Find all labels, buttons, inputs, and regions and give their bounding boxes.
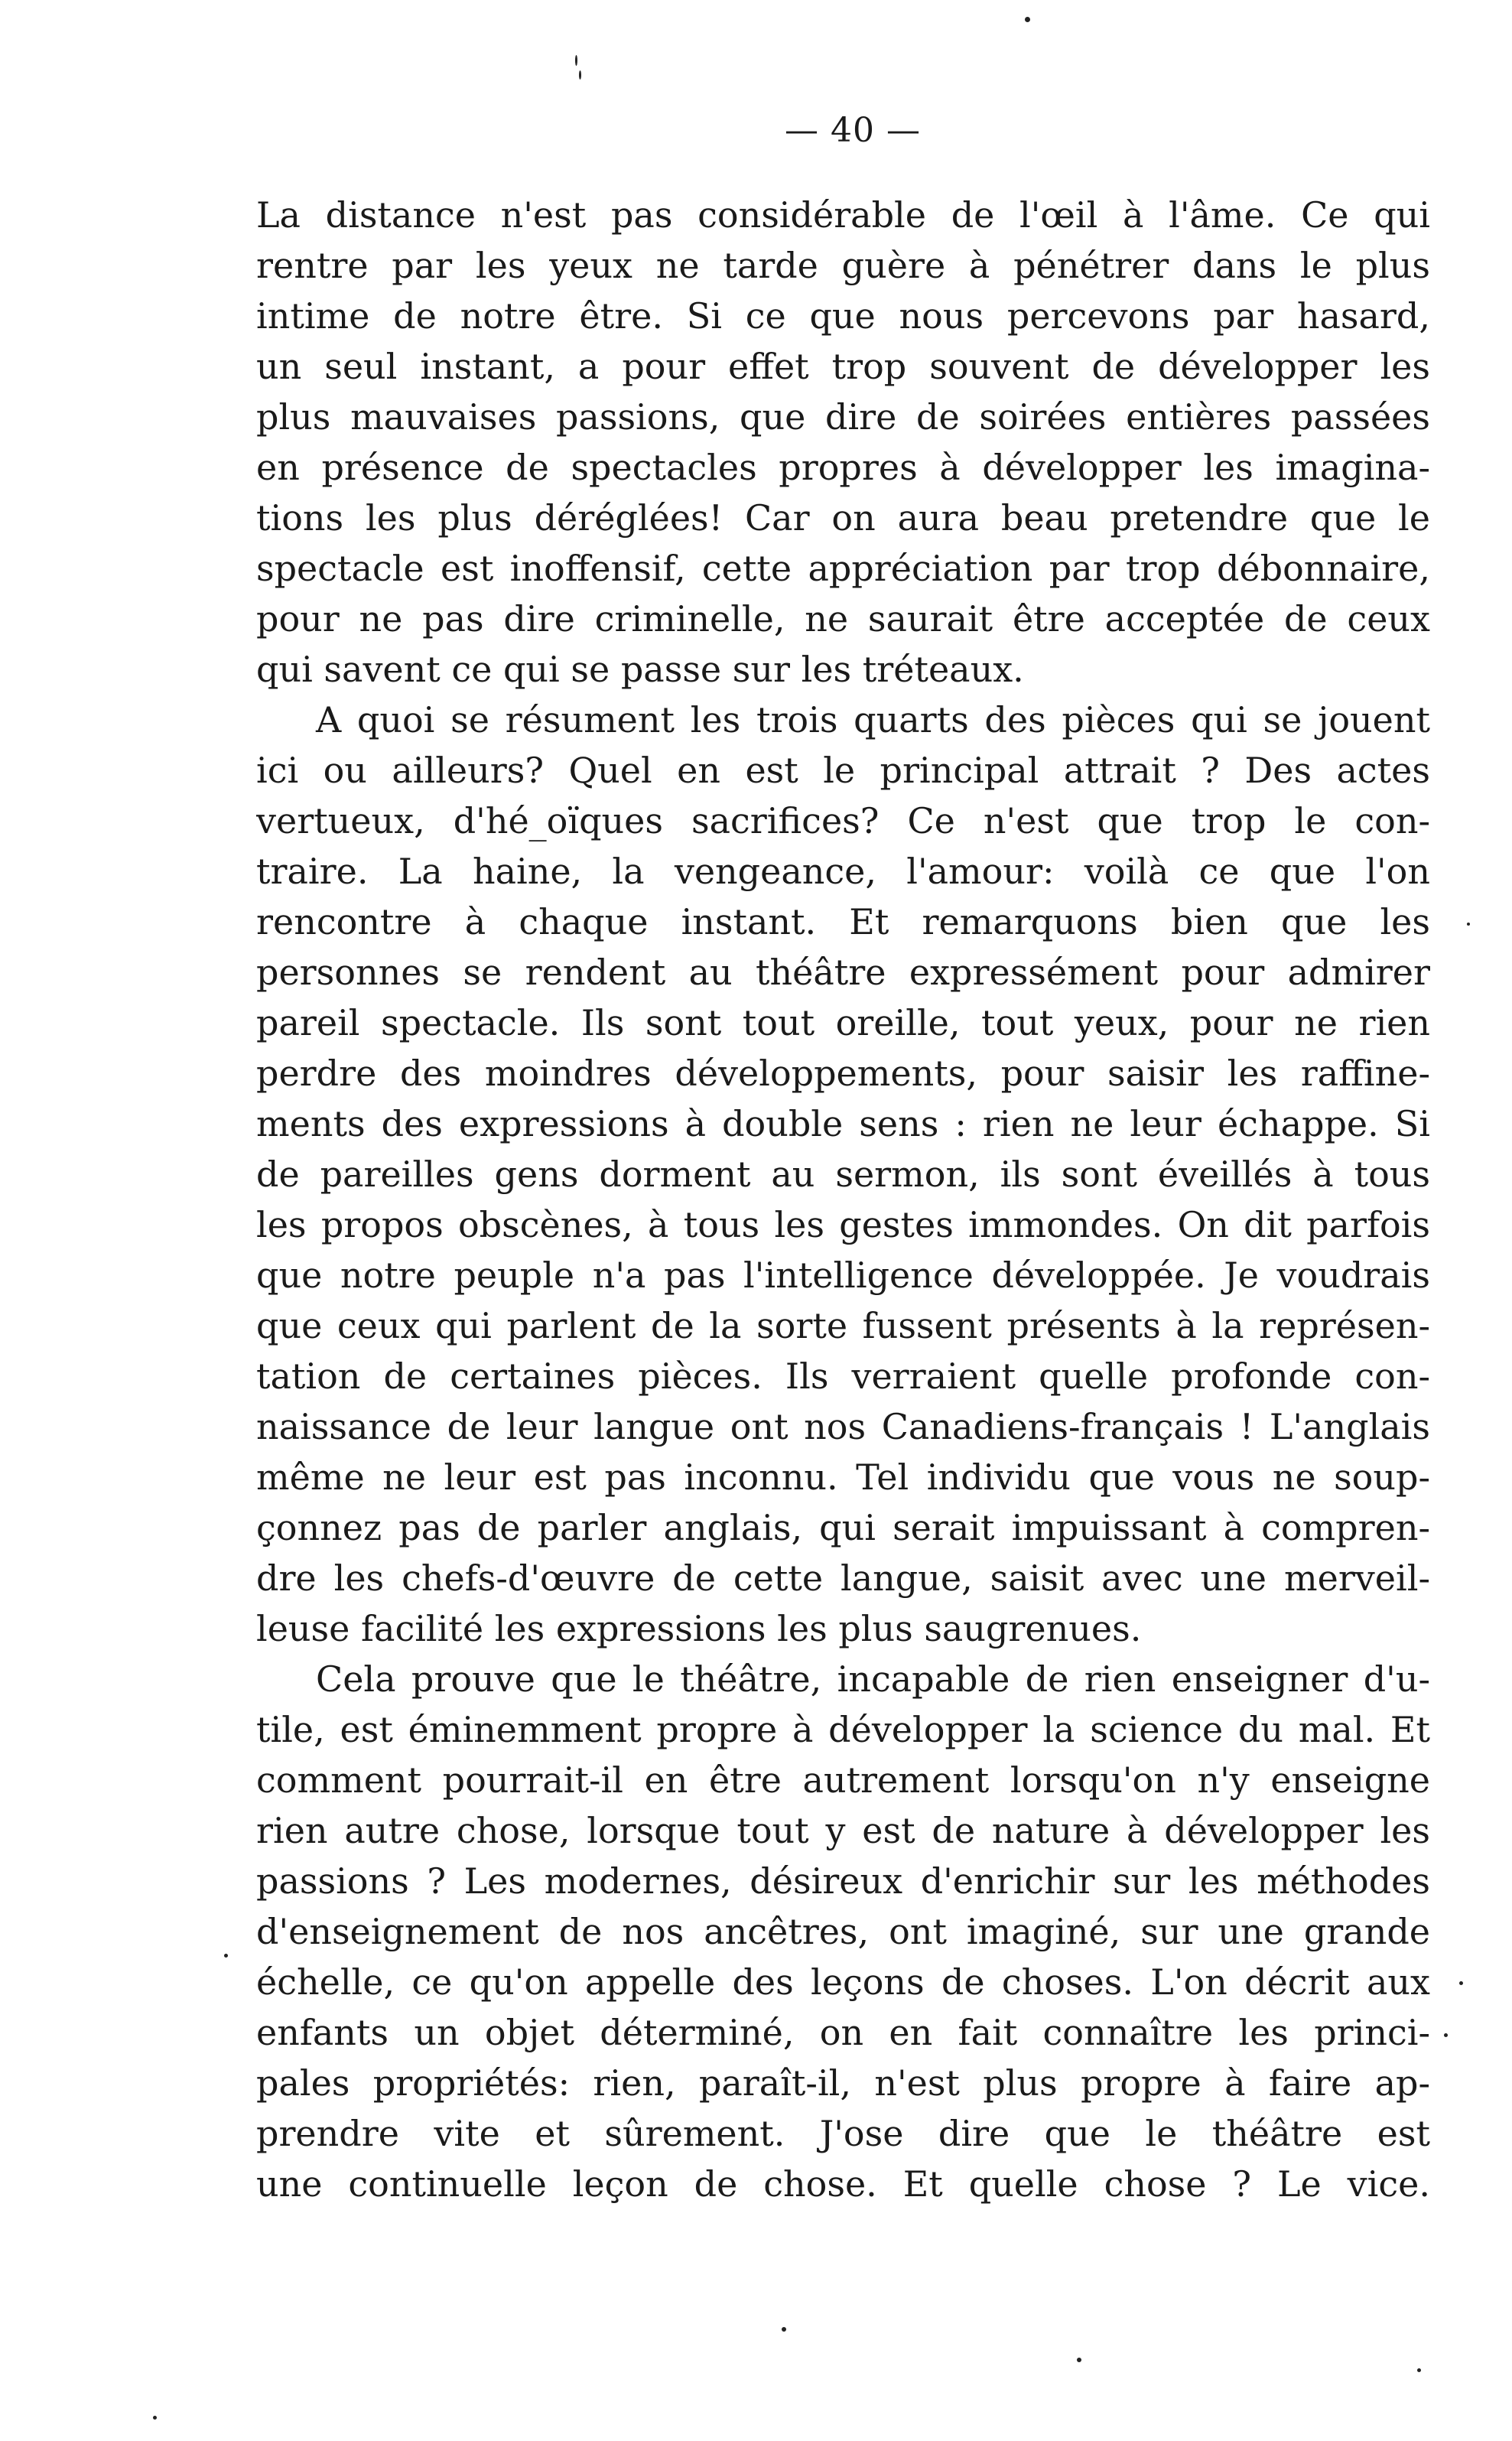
text-line: en présence de spectacles propres à développer les imagina- (256, 447, 1430, 488)
text-line: vertueux, d'hé_oïques sacrifices? Ce n'est que trop le con- (256, 800, 1430, 841)
text-line: qui savent ce qui se passe sur les tréteaux. (256, 649, 1024, 690)
text-line: pour ne pas dire criminelle, ne saurait être acceptée de ceux (256, 598, 1430, 640)
text-line: spectacle est inoffensif, cette appréciation par trop débonnaire, (256, 548, 1430, 589)
text-line: que ceux qui parlent de la sorte fussent présents à la représen- (256, 1305, 1430, 1346)
text-line: que notre peuple n'a pas l'intelligence développée. Je voudrais (256, 1255, 1430, 1296)
scan-speck (1417, 2368, 1421, 2372)
text-line: Cela prouve que le théâtre, incapable de rien enseigner d'u- (316, 1658, 1430, 1700)
text-line: rencontre à chaque instant. Et remarquons bien que les (256, 901, 1430, 942)
text-line: rentre par les yeux ne tarde guère à pénétrer dans le plus (256, 245, 1430, 286)
text-line: pareil spectacle. Ils sont tout oreille, tout yeux, pour ne rien (256, 1002, 1430, 1043)
text-line: une continuelle leçon de chose. Et quelle chose ? Le vice. (256, 2163, 1430, 2205)
text-line: traire. La haine, la vengeance, l'amour: voilà ce que l'on (256, 851, 1430, 892)
body-text (256, 190, 1430, 2209)
text-line: ments des expressions à double sens : rien ne leur échappe. Si (256, 1103, 1430, 1144)
scan-speck (1025, 17, 1030, 22)
text-line: tile, est éminemment propre à développer la science du mal. Et (256, 1709, 1430, 1750)
text-line: tation de certaines pièces. Ils verraient quelle profonde con- (256, 1356, 1430, 1397)
scan-speck (782, 2327, 786, 2332)
scan-speck (153, 2416, 157, 2420)
text-line: A quoi se résument les trois quarts des pièces qui se jouent (316, 699, 1430, 740)
scan-speck (1444, 2033, 1448, 2037)
scan-speck (1467, 923, 1470, 926)
scan-speck (224, 1954, 228, 1958)
text-line: les propos obscènes, à tous les gestes immondes. On dit parfois (256, 1204, 1430, 1245)
text-line: d'enseignement de nos ancêtres, ont imaginé, sur une grande (256, 1911, 1430, 1952)
text-line: enfants un objet déterminé, on en fait connaître les princi- (256, 2012, 1430, 2053)
text-line: passions ? Les modernes, désireux d'enrichir sur les méthodes (256, 1860, 1430, 1902)
text-line: personnes se rendent au théâtre expressément pour admirer (256, 952, 1430, 993)
text-line: pales propriétés: rien, paraît-il, n'est plus propre à faire ap- (256, 2062, 1430, 2104)
text-line: de pareilles gens dorment au sermon, ils sont éveillés à tous (256, 1154, 1430, 1195)
text-line: prendre vite et sûrement. J'ose dire que le théâtre est (256, 2113, 1430, 2154)
text-line: La distance n'est pas considérable de l'œil à l'âme. Ce qui (256, 194, 1430, 236)
scan-speck (1077, 2358, 1081, 2362)
text-line: leuse facilité les expressions les plus saugrenues. (256, 1608, 1142, 1649)
text-line: perdre des moindres développements, pour saisir les raffine- (256, 1053, 1430, 1094)
scan-speck (579, 70, 581, 80)
text-line: plus mauvaises passions, que dire de soirées entières passées (256, 396, 1430, 438)
text-line: çonnez pas de parler anglais, qui serait impuissant à compren- (256, 1507, 1430, 1548)
text-line: ici ou ailleurs? Quel en est le principal attrait ? Des actes (256, 750, 1430, 791)
text-line: dre les chefs-d'œuvre de cette langue, saisit avec une merveil- (256, 1557, 1430, 1599)
text-line: tions les plus déréglées! Car on aura beau pretendre que le (256, 497, 1430, 539)
text-line: rien autre chose, lorsque tout y est de nature à développer les (256, 1810, 1430, 1851)
text-line: même ne leur est pas inconnu. Tel individu que vous ne soup- (256, 1456, 1430, 1498)
text-line: un seul instant, a pour effet trop souvent de développer les (256, 346, 1430, 387)
scan-speck (575, 55, 577, 66)
text-line: intime de notre être. Si ce que nous percevons par hasard, (256, 295, 1430, 337)
text-line: comment pourrait-il en être autrement lorsqu'on n'y enseigne (256, 1759, 1430, 1801)
scan-speck (1459, 1981, 1463, 1985)
text-line: échelle, ce qu'on appelle des leçons de choses. L'on décrit aux (256, 1961, 1430, 2003)
page-number: — 40 — (785, 111, 921, 150)
text-line: naissance de leur langue ont nos Canadiens-français ! L'anglais (256, 1406, 1430, 1447)
